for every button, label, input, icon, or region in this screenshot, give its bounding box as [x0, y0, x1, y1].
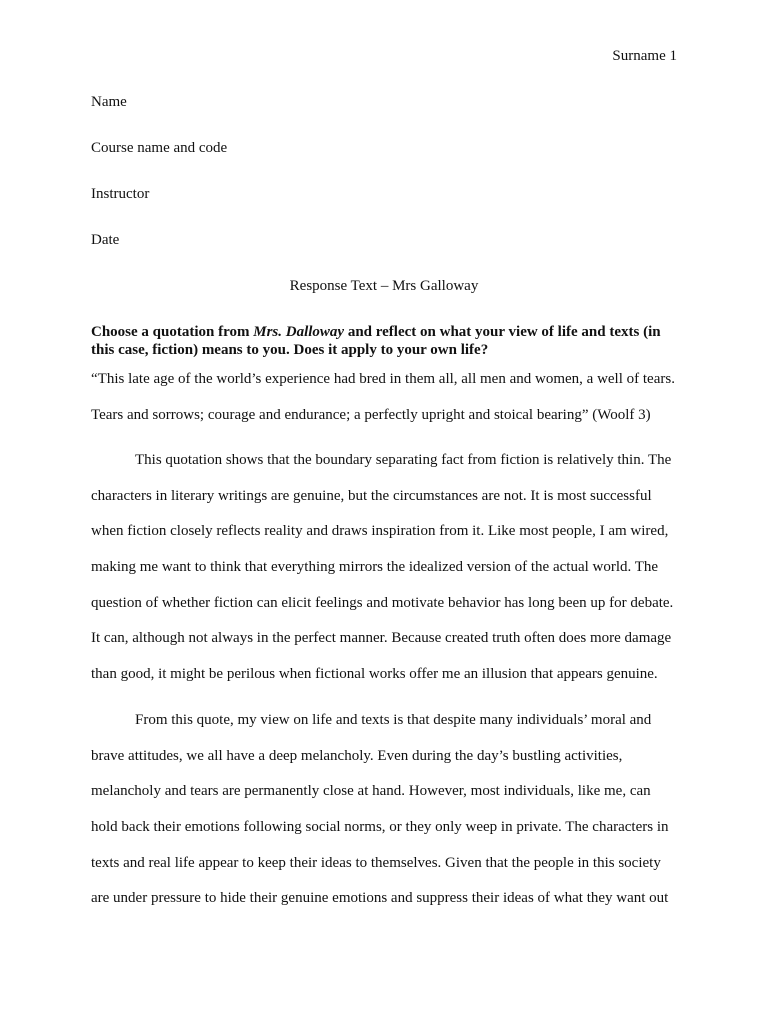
paragraph-line: From this quote, my view on life and texts is that despite many individuals’ moral and — [135, 712, 652, 728]
prompt-text-before: Choose a quotation from — [91, 324, 254, 340]
paragraph-line: texts and real life appear to keep their ideas to themselves. Given that the people in this society — [91, 854, 661, 871]
paragraph-line: hold back their emotions following social norms, or they only weep in private. The characters in — [91, 819, 669, 836]
prompt-book-title: Mrs. Dalloway — [253, 324, 345, 340]
course-name: Course name and code — [91, 140, 228, 156]
essay-prompt — [91, 323, 681, 359]
date-line: Date — [91, 232, 120, 248]
paragraph-line: brave attitudes, we all have a deep melancholy. Even during the day’s bustling activities, — [91, 747, 623, 764]
student-name: Name — [91, 94, 127, 110]
paragraph-line: making me want to think that everything mirrors the idealized version of the actual world. The — [91, 559, 659, 576]
paragraph-line: question of whether fiction can elicit feelings and motivate behavior has long been up for debate. — [91, 594, 674, 611]
paragraph-line: when fiction closely reflects reality and draws inspiration from it. Like most people, I am wired, — [91, 523, 669, 540]
prompt-text-after: and reflect on what your view of life and texts (in this case, fiction) means to you. Does it apply to your own life? — [91, 324, 661, 358]
paragraph-line: melancholy and tears are permanently close at hand. However, most individuals, like me, can — [91, 783, 651, 800]
paragraph-line: It can, although not always in the perfect manner. Because created truth often does more damage — [91, 630, 672, 647]
quote-line: Tears and sorrows; courage and endurance; a perfectly upright and stoical bearing” (Woolf 3) — [91, 406, 651, 423]
instructor-name: Instructor — [91, 186, 150, 202]
essay-title: Response Text – Mrs Galloway — [289, 278, 479, 294]
running-head: Surname 1 — [612, 48, 677, 64]
block-quote — [91, 370, 691, 441]
quote-line: “This late age of the world’s experience had bred in them all, all men and women, a well of tears. — [91, 371, 675, 387]
paragraph-line: than good, it might be perilous when fictional works offer me an illusion that appears genuine. — [91, 666, 658, 683]
body-paragraph-2 — [91, 711, 691, 925]
paragraph-line: are under pressure to hide their genuine emotions and suppress their ideas of what they want out — [91, 890, 669, 907]
paragraph-line: This quotation shows that the boundary separating fact from fiction is relatively thin. The — [135, 452, 672, 468]
body-paragraph-1 — [91, 451, 691, 701]
paragraph-line: characters in literary writings are genuine, but the circumstances are not. It is most successful — [91, 487, 652, 504]
